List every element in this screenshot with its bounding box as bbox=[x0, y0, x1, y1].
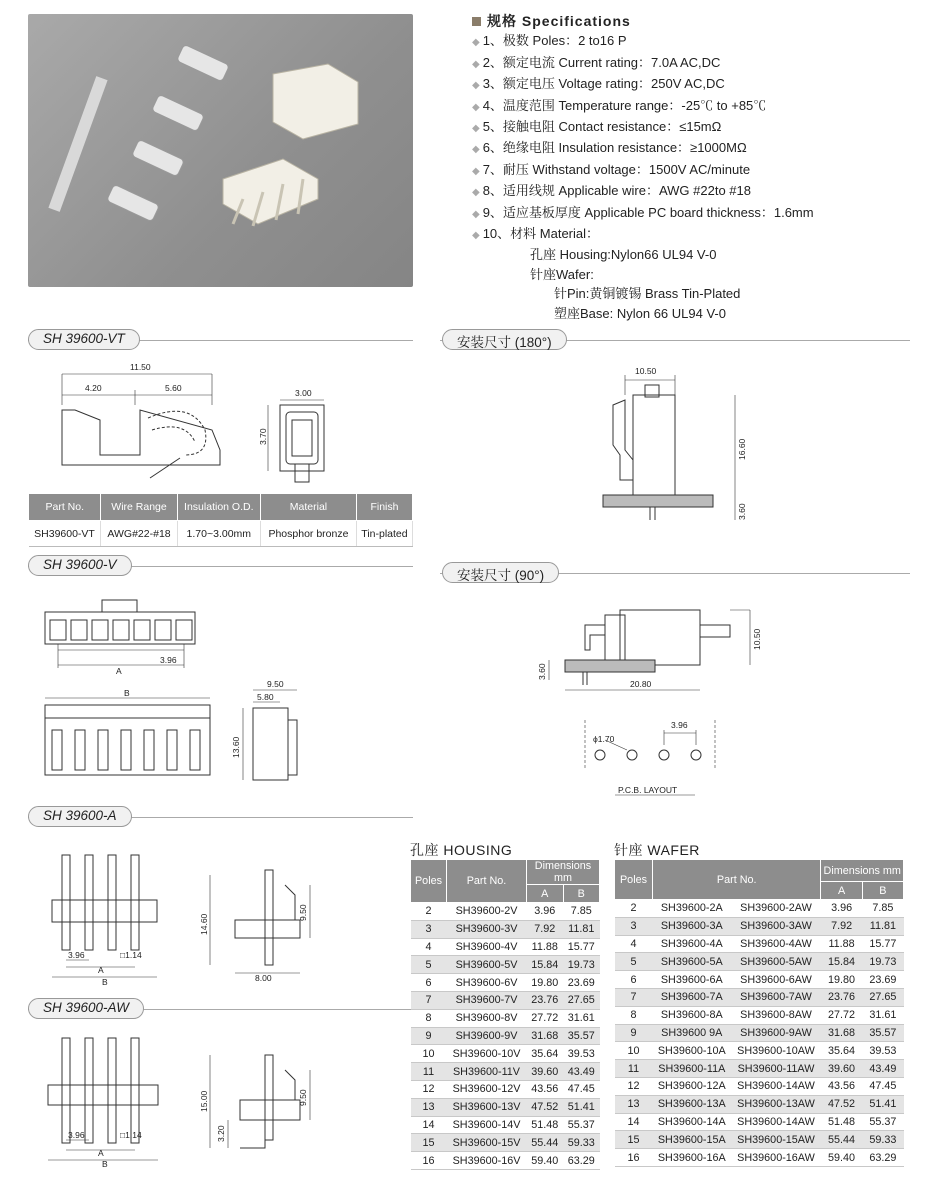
table-cell: SH39600-10AW bbox=[731, 1042, 821, 1060]
dim-label: 3.96 bbox=[160, 655, 177, 665]
table-cell: 47.45 bbox=[862, 1077, 903, 1095]
table-row bbox=[411, 1027, 600, 1045]
table-cell: SH39600-2V bbox=[447, 903, 527, 921]
spec-item: ◆ 7、耐压 Withstand voltage：1500V AC/minute bbox=[472, 161, 751, 177]
table-row bbox=[411, 903, 600, 921]
table-cell: 35.57 bbox=[563, 1027, 600, 1045]
table-cell: SH39600-6A bbox=[653, 971, 732, 989]
table-cell: 12 bbox=[411, 1080, 447, 1098]
terminal-table bbox=[28, 493, 413, 547]
table-cell: 27.72 bbox=[527, 1009, 564, 1027]
table-cell: SH39600-8A bbox=[653, 1006, 732, 1024]
product-photo-art bbox=[28, 14, 413, 287]
table-row bbox=[411, 1116, 600, 1134]
table-cell: SH39600-8AW bbox=[731, 1006, 821, 1024]
table-cell: 3 bbox=[411, 920, 447, 938]
th-b: B bbox=[563, 885, 600, 903]
diamond-icon: ◆ bbox=[472, 58, 480, 70]
a-drawing bbox=[40, 845, 180, 985]
material-housing: 孔座 Housing:Nylon66 UL94 V-0 bbox=[530, 247, 717, 263]
diamond-icon: ◆ bbox=[472, 80, 480, 92]
table-cell: 12 bbox=[615, 1077, 653, 1095]
table-cell: 10 bbox=[615, 1042, 653, 1060]
v-side-drawing bbox=[225, 680, 315, 790]
table-cell: 63.29 bbox=[862, 1149, 903, 1167]
table-cell: 43.49 bbox=[862, 1060, 903, 1078]
dim-label: 3.70 bbox=[258, 428, 268, 445]
table-cell: 55.44 bbox=[821, 1131, 862, 1149]
table-cell: 59.40 bbox=[527, 1152, 564, 1170]
table-cell: SH39600-13AW bbox=[731, 1095, 821, 1113]
table-cell: 11.81 bbox=[563, 920, 600, 938]
table-cell: 10 bbox=[411, 1045, 447, 1063]
table-cell: SH39600-11A bbox=[653, 1060, 732, 1078]
dim-label: 3.96 bbox=[68, 950, 85, 960]
spec-item: ◆ 5、接触电阻 Contact resistance：≤15mΩ bbox=[472, 119, 722, 135]
table-row bbox=[615, 1006, 904, 1024]
table-cell: 9 bbox=[411, 1027, 447, 1045]
table-cell: SH39600-8V bbox=[447, 1009, 527, 1027]
table-cell: SH39600-13V bbox=[447, 1098, 527, 1116]
pcb-layout-drawing bbox=[585, 715, 725, 800]
table-cell: 19.73 bbox=[563, 956, 600, 974]
table-cell: 35.64 bbox=[821, 1042, 862, 1060]
table-cell: 39.60 bbox=[821, 1060, 862, 1078]
table-row bbox=[411, 1098, 600, 1116]
table-cell: SH39600-6AW bbox=[731, 971, 821, 989]
dim-label: 9.50 bbox=[298, 1089, 308, 1106]
table-cell: 3.96 bbox=[527, 903, 564, 921]
table-cell: SH39600-11AW bbox=[731, 1060, 821, 1078]
table-cell: 2 bbox=[411, 903, 447, 921]
dim-label: □1.14 bbox=[120, 950, 142, 960]
diamond-icon: ◆ bbox=[472, 208, 480, 220]
table-cell: 6 bbox=[411, 974, 447, 992]
table-cell: SH39600-11V bbox=[447, 1063, 527, 1081]
table-cell: 14 bbox=[411, 1116, 447, 1134]
table-cell: 15.84 bbox=[527, 956, 564, 974]
table-cell: SH39600-4A bbox=[653, 935, 732, 953]
table-cell: 11.81 bbox=[862, 917, 903, 935]
table-cell: SH39600-7A bbox=[653, 988, 732, 1006]
table-cell: 23.69 bbox=[563, 974, 600, 992]
spec-item: ◆ 6、绝缘电阻 Insulation resistance：≥1000MΩ bbox=[472, 140, 747, 156]
table-cell: 55.37 bbox=[862, 1113, 903, 1131]
table-cell: SH39600-5V bbox=[447, 956, 527, 974]
dim-label: 10.50 bbox=[752, 628, 762, 650]
table-cell: SH39600-15V bbox=[447, 1134, 527, 1152]
th-material: Material bbox=[261, 494, 357, 521]
table-cell: 19.73 bbox=[862, 953, 903, 971]
th-a: A bbox=[821, 882, 862, 900]
diamond-icon: ◆ bbox=[472, 37, 480, 49]
table-cell: SH39600-9V bbox=[447, 1027, 527, 1045]
table-row bbox=[411, 1045, 600, 1063]
install-180-drawing bbox=[595, 360, 755, 540]
table-row bbox=[411, 1063, 600, 1081]
table-cell: 47.52 bbox=[527, 1098, 564, 1116]
table-cell: SH39600-3V bbox=[447, 920, 527, 938]
table-cell: 7.85 bbox=[862, 900, 903, 918]
pcb-layout-label: P.C.B. LAYOUT bbox=[618, 785, 678, 795]
table-cell: SH39600-10V bbox=[447, 1045, 527, 1063]
table-cell: 43.49 bbox=[563, 1063, 600, 1081]
diamond-icon: ◆ bbox=[472, 230, 480, 242]
section-title-install-90: 安装尺寸 (90°) bbox=[442, 562, 559, 583]
table-cell: 16 bbox=[411, 1152, 447, 1170]
table-row bbox=[615, 953, 904, 971]
table-cell: SH39600-2AW bbox=[731, 900, 821, 918]
table-cell: 15 bbox=[411, 1134, 447, 1152]
dim-label: 9.50 bbox=[298, 904, 308, 921]
table-row bbox=[411, 956, 600, 974]
table-cell: 43.56 bbox=[821, 1077, 862, 1095]
table-cell: Tin-plated bbox=[356, 521, 412, 547]
dim-label: 11.50 bbox=[130, 362, 151, 372]
table-row bbox=[615, 1024, 904, 1042]
spec-heading: 规格 Specifications bbox=[472, 12, 912, 31]
table-cell: SH39600-3A bbox=[653, 917, 732, 935]
dim-label: 14.60 bbox=[199, 913, 209, 935]
table-cell: 51.48 bbox=[821, 1113, 862, 1131]
diamond-icon: ◆ bbox=[472, 101, 480, 113]
dim-label: B bbox=[102, 1159, 108, 1169]
dim-label: ϕ1.70 bbox=[593, 734, 615, 744]
table-cell: SH39600-15AW bbox=[731, 1131, 821, 1149]
table-cell: 15.77 bbox=[563, 938, 600, 956]
table-cell: 23.76 bbox=[527, 991, 564, 1009]
table-cell: 31.61 bbox=[862, 1006, 903, 1024]
table-cell: 23.76 bbox=[821, 988, 862, 1006]
table-cell: 2 bbox=[615, 900, 653, 918]
table-cell: 9 bbox=[615, 1024, 653, 1042]
dim-label: 3.20 bbox=[216, 1125, 226, 1142]
dim-label: B bbox=[102, 977, 108, 987]
table-cell: 7 bbox=[411, 991, 447, 1009]
table-cell: 15.77 bbox=[862, 935, 903, 953]
table-cell: SH39600-4AW bbox=[731, 935, 821, 953]
table-cell: 5 bbox=[411, 956, 447, 974]
spec-item: ◆ 10、材料 Material： bbox=[472, 226, 600, 242]
section-title-v: SH 39600-V bbox=[28, 555, 132, 576]
diamond-icon: ◆ bbox=[472, 165, 480, 177]
table-row bbox=[615, 935, 904, 953]
th-dimensions: Dimensions mm bbox=[527, 860, 600, 885]
section-title-install-180: 安装尺寸 (180°) bbox=[442, 329, 567, 350]
vt-drawing bbox=[40, 360, 410, 490]
table-row bbox=[615, 1149, 904, 1167]
table-cell: SH39600-14V bbox=[447, 1116, 527, 1134]
th-part-no: Part No. bbox=[653, 860, 821, 900]
table-cell: 59.40 bbox=[821, 1149, 862, 1167]
aw-drawing bbox=[40, 1030, 180, 1170]
table-cell: 47.52 bbox=[821, 1095, 862, 1113]
table-row bbox=[615, 971, 904, 989]
dim-label: 9.50 bbox=[267, 679, 284, 689]
table-row bbox=[411, 1134, 600, 1152]
dim-label: 10.50 bbox=[635, 366, 657, 376]
table-cell: 51.41 bbox=[862, 1095, 903, 1113]
material-base: 塑座Base: Nylon 66 UL94 V-0 bbox=[554, 305, 726, 321]
dim-label: 8.00 bbox=[255, 973, 272, 983]
spec-item: ◆ 1、极数 Poles：2 to16 P bbox=[472, 33, 627, 49]
th-poles: Poles bbox=[411, 860, 447, 903]
table-cell: SH39600-2A bbox=[653, 900, 732, 918]
spec-item: ◆ 2、额定电流 Current rating：7.0A AC,DC bbox=[472, 54, 721, 70]
dim-label: □1.14 bbox=[120, 1130, 142, 1140]
table-row bbox=[615, 1113, 904, 1131]
table-cell: 35.57 bbox=[862, 1024, 903, 1042]
section-title-aw: SH 39600-AW bbox=[28, 998, 144, 1019]
table-row bbox=[411, 1009, 600, 1027]
table-cell: 16 bbox=[615, 1149, 653, 1167]
table-cell: 6 bbox=[615, 971, 653, 989]
table-cell: SH39600-14AW bbox=[731, 1113, 821, 1131]
table-cell: SH39600-VT bbox=[29, 521, 101, 547]
table-cell: 7 bbox=[615, 988, 653, 1006]
table-cell: 15 bbox=[615, 1131, 653, 1149]
th-part-no: Part No. bbox=[447, 860, 527, 903]
table-cell: 13 bbox=[615, 1095, 653, 1113]
table-cell: 51.41 bbox=[563, 1098, 600, 1116]
material-wafer: 针座Wafer: bbox=[530, 266, 594, 282]
table-cell: 31.68 bbox=[527, 1027, 564, 1045]
table-row bbox=[411, 1152, 600, 1170]
table-row bbox=[411, 1080, 600, 1098]
section-title-a: SH 39600-A bbox=[28, 806, 132, 827]
table-cell: SH39600-12A bbox=[653, 1077, 732, 1095]
dim-label: 3.60 bbox=[537, 663, 547, 680]
housing-title: 孔座 HOUSING bbox=[410, 842, 513, 858]
spec-item: ◆ 8、适用线规 Applicable wire：AWG #22to #18 bbox=[472, 183, 751, 199]
table-cell: Phosphor bronze bbox=[261, 521, 357, 547]
table-cell: SH39600-12V bbox=[447, 1080, 527, 1098]
table-cell: 31.61 bbox=[563, 1009, 600, 1027]
dim-label: 3.60 bbox=[737, 503, 747, 520]
table-cell: SH39600-5AW bbox=[731, 953, 821, 971]
table-cell: SH39600-9AW bbox=[731, 1024, 821, 1042]
table-row bbox=[615, 917, 904, 935]
table-cell: 35.64 bbox=[527, 1045, 564, 1063]
table-cell: SH39600-5A bbox=[653, 953, 732, 971]
table-cell: 13 bbox=[411, 1098, 447, 1116]
table-cell: 31.68 bbox=[821, 1024, 862, 1042]
table-cell: 8 bbox=[615, 1006, 653, 1024]
table-cell: 7.85 bbox=[563, 903, 600, 921]
table-cell: 59.33 bbox=[563, 1134, 600, 1152]
table-cell: 27.65 bbox=[862, 988, 903, 1006]
dim-label: A bbox=[116, 666, 122, 676]
dim-label: 5.60 bbox=[165, 383, 182, 393]
th-poles: Poles bbox=[615, 860, 653, 900]
table-cell: 27.72 bbox=[821, 1006, 862, 1024]
table-cell: 11.88 bbox=[821, 935, 862, 953]
dim-label: 4.20 bbox=[85, 383, 102, 393]
table-cell: 7.92 bbox=[821, 917, 862, 935]
table-cell: 7.92 bbox=[527, 920, 564, 938]
table-cell: 19.80 bbox=[527, 974, 564, 992]
table-row bbox=[615, 1131, 904, 1149]
th-b: B bbox=[862, 882, 903, 900]
table-cell: 55.37 bbox=[563, 1116, 600, 1134]
wafer-title: 针座 WAFER bbox=[614, 842, 700, 858]
table-cell: SH39600-16A bbox=[653, 1149, 732, 1167]
table-cell: SH39600-4V bbox=[447, 938, 527, 956]
v-drawing bbox=[40, 590, 240, 790]
table-cell: 51.48 bbox=[527, 1116, 564, 1134]
heading-square-icon bbox=[472, 17, 481, 26]
table-cell: 63.29 bbox=[563, 1152, 600, 1170]
dim-label: 16.60 bbox=[737, 438, 747, 460]
table-cell: 39.60 bbox=[527, 1063, 564, 1081]
diamond-icon: ◆ bbox=[472, 123, 480, 135]
th-wire-range: Wire Range bbox=[101, 494, 177, 521]
th-finish: Finish bbox=[356, 494, 412, 521]
table-cell: 3.96 bbox=[821, 900, 862, 918]
table-cell: 11 bbox=[411, 1063, 447, 1081]
specifications bbox=[472, 12, 912, 323]
table-cell: 47.45 bbox=[563, 1080, 600, 1098]
table-cell: SH39600-6V bbox=[447, 974, 527, 992]
table-row bbox=[615, 1042, 904, 1060]
table-row bbox=[615, 1060, 904, 1078]
table-row bbox=[411, 920, 600, 938]
table-cell: 3 bbox=[615, 917, 653, 935]
table-cell: 39.53 bbox=[862, 1042, 903, 1060]
dim-label: A bbox=[98, 1148, 104, 1158]
table-row bbox=[411, 974, 600, 992]
table-cell: 59.33 bbox=[862, 1131, 903, 1149]
table-cell: 27.65 bbox=[563, 991, 600, 1009]
th-part-no: Part No. bbox=[29, 494, 101, 521]
dim-label: 3.96 bbox=[68, 1130, 85, 1140]
aw-side-drawing bbox=[200, 1050, 320, 1160]
table-cell: 15.84 bbox=[821, 953, 862, 971]
table-cell: SH39600-14A bbox=[653, 1113, 732, 1131]
th-insulation: Insulation O.D. bbox=[177, 494, 260, 521]
th-dimensions: Dimensions mm bbox=[821, 860, 904, 882]
material-pin: 针Pin:黄铜镀锡 Brass Tin-Plated bbox=[554, 286, 741, 302]
dim-label: 13.60 bbox=[231, 736, 241, 758]
dim-label: 3.96 bbox=[671, 720, 688, 730]
table-cell: 19.80 bbox=[821, 971, 862, 989]
spec-item: ◆ 9、适应基板厚度 Applicable PC board thickness：1.6mm bbox=[472, 204, 814, 220]
table-cell: 23.69 bbox=[862, 971, 903, 989]
th-a: A bbox=[527, 885, 564, 903]
dim-label: 3.00 bbox=[295, 388, 312, 398]
table-cell: SH39600 9A bbox=[653, 1024, 732, 1042]
dim-label: B bbox=[124, 688, 130, 698]
table-cell: SH39600-13A bbox=[653, 1095, 732, 1113]
table-cell: 11.88 bbox=[527, 938, 564, 956]
table-cell: 39.53 bbox=[563, 1045, 600, 1063]
dim-label: 5.80 bbox=[257, 692, 274, 702]
diamond-icon: ◆ bbox=[472, 187, 480, 199]
section-title-vt: SH 39600-VT bbox=[28, 329, 140, 350]
dim-label: 20.80 bbox=[630, 679, 652, 689]
housing-table bbox=[410, 859, 600, 1170]
install-90-drawing bbox=[535, 590, 775, 700]
table-cell: 8 bbox=[411, 1009, 447, 1027]
table-cell: AWG#22-#18 bbox=[101, 521, 177, 547]
table-cell: 11 bbox=[615, 1060, 653, 1078]
table-cell: 4 bbox=[411, 938, 447, 956]
table-cell: SH39600-16AW bbox=[731, 1149, 821, 1167]
table-cell: 4 bbox=[615, 935, 653, 953]
table-row bbox=[615, 1095, 904, 1113]
table-row bbox=[29, 521, 413, 547]
table-cell: 55.44 bbox=[527, 1134, 564, 1152]
table-row bbox=[411, 991, 600, 1009]
table-cell: 14 bbox=[615, 1113, 653, 1131]
spec-item: ◆ 3、额定电压 Voltage rating：250V AC,DC bbox=[472, 76, 725, 92]
table-row bbox=[615, 900, 904, 918]
spec-item: ◆ 4、温度范围 Temperature range：-25℃ to +85℃ bbox=[472, 97, 767, 113]
table-cell: SH39600-16V bbox=[447, 1152, 527, 1170]
table-cell: 1.70~3.00mm bbox=[177, 521, 260, 547]
table-cell: 5 bbox=[615, 953, 653, 971]
table-row bbox=[411, 938, 600, 956]
table-cell: SH39600-7AW bbox=[731, 988, 821, 1006]
dim-label: A bbox=[98, 965, 104, 975]
table-row bbox=[615, 1077, 904, 1095]
a-side-drawing bbox=[200, 865, 320, 985]
product-photo bbox=[28, 14, 413, 287]
diamond-icon: ◆ bbox=[472, 144, 480, 156]
table-row bbox=[615, 988, 904, 1006]
table-cell: SH39600-14AW bbox=[731, 1077, 821, 1095]
table-cell: SH39600-7V bbox=[447, 991, 527, 1009]
table-cell: 43.56 bbox=[527, 1080, 564, 1098]
dim-label: 15.00 bbox=[199, 1090, 209, 1112]
table-cell: SH39600-3AW bbox=[731, 917, 821, 935]
table-cell: SH39600-10A bbox=[653, 1042, 732, 1060]
table-cell: SH39600-15A bbox=[653, 1131, 732, 1149]
wafer-table bbox=[614, 859, 904, 1167]
